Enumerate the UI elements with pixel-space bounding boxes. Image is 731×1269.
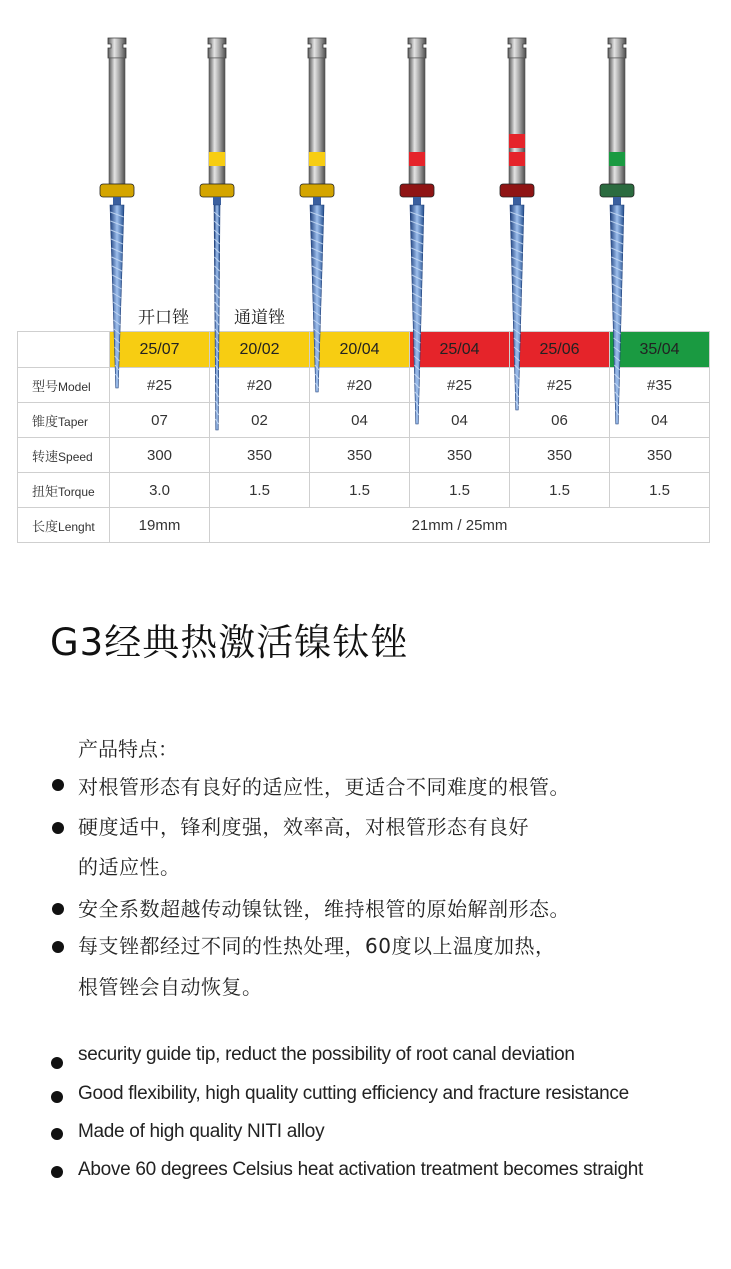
row-header: 长度Lenght [18, 508, 110, 543]
bullet-icon [52, 779, 64, 791]
table-cell: #20 [210, 368, 310, 403]
feature-zh-2b: 的适应性。 [78, 855, 181, 879]
row-header: 锥度Taper [18, 403, 110, 438]
row-header: 型号Model [18, 368, 110, 403]
feature-zh-2a: 硬度适中，锋利度强，效率高，对根管形态有良好 [78, 815, 529, 839]
table-row-torque [18, 473, 710, 508]
size-cell: 25/04 [410, 332, 510, 368]
file-rubber-stop [500, 184, 534, 197]
file-shank [309, 58, 325, 184]
file-color-band [209, 152, 225, 166]
table-cell: 04 [410, 403, 510, 438]
size-cell: 20/02 [210, 332, 310, 368]
row-header: 转速Speed [18, 438, 110, 473]
size-header-row [18, 332, 710, 368]
table-cell-merged: 21mm / 25mm [210, 508, 710, 543]
file-neck [113, 197, 121, 205]
file-shank [409, 58, 425, 184]
file-neck [513, 197, 521, 205]
bullet-icon [51, 1091, 63, 1103]
file-shank [209, 58, 225, 184]
file-rubber-stop [300, 184, 334, 197]
table-row-speed [18, 438, 710, 473]
file-color-band [409, 152, 425, 166]
file-neck [313, 197, 321, 205]
file-shank [109, 58, 125, 184]
feature-en-2: Good flexibility, high quality cutting efficiency and fracture resistance [78, 1083, 629, 1104]
table-row-length [18, 508, 710, 543]
table-cell: #25 [410, 368, 510, 403]
table-cell: 04 [310, 403, 410, 438]
file-neck [413, 197, 421, 205]
size-cell: 25/07 [110, 332, 210, 368]
file-rubber-stop [600, 184, 634, 197]
corner-cell [18, 332, 110, 368]
file-latch-head [408, 38, 426, 58]
size-cell: 25/06 [510, 332, 610, 368]
feature-zh-1: 对根管形态有良好的适应性，更适合不同难度的根管。 [78, 775, 570, 799]
file-latch-head [508, 38, 526, 58]
table-cell: #35 [610, 368, 710, 403]
file-latch-head [108, 38, 126, 58]
feature-en-1: security guide tip, reduct the possibility of root canal deviation [78, 1044, 575, 1065]
row-header: 扭矩Torque [18, 473, 110, 508]
file-neck [213, 197, 221, 205]
file-shank [609, 58, 625, 184]
table-cell: 1.5 [310, 473, 410, 508]
table-cell: #25 [510, 368, 610, 403]
table-cell: 06 [510, 403, 610, 438]
table-cell: 300 [110, 438, 210, 473]
file-latch-head [308, 38, 326, 58]
table-cell: #20 [310, 368, 410, 403]
glide-path-file-label: 通道锉 [234, 308, 285, 328]
table-cell: 3.0 [110, 473, 210, 508]
size-cell: 35/04 [610, 332, 710, 368]
file-neck [613, 197, 621, 205]
file-latch-head [608, 38, 626, 58]
file-color-band [609, 152, 625, 166]
table-cell: 350 [310, 438, 410, 473]
file-rubber-stop [200, 184, 234, 197]
file-color-band [509, 152, 525, 166]
table-cell: 350 [410, 438, 510, 473]
file-latch-head [208, 38, 226, 58]
file-color-band [309, 152, 325, 166]
feature-en-4: Above 60 degrees Celsius heat activation treatment becomes straight [78, 1159, 644, 1180]
features-heading: 产品特点： [78, 737, 178, 761]
table-row-model [18, 368, 710, 403]
bullet-icon [52, 822, 64, 834]
shaping-file-label: 开口锉 [138, 308, 189, 328]
bullet-icon [51, 1166, 63, 1178]
bullet-icon [52, 903, 64, 915]
feature-zh-4b: 根管锉会自动恢复。 [78, 975, 263, 999]
table-cell: 350 [510, 438, 610, 473]
table-cell: 350 [610, 438, 710, 473]
table-cell: 1.5 [510, 473, 610, 508]
table-cell: 1.5 [410, 473, 510, 508]
table-cell: 04 [610, 403, 710, 438]
file-shank [509, 58, 525, 184]
table-cell: 19mm [110, 508, 210, 543]
bullet-icon [52, 941, 64, 953]
product-title: G3经典热激活镍钛锉 [50, 621, 409, 664]
spec-table [17, 331, 710, 543]
bullet-icon [51, 1057, 63, 1069]
table-row-taper [18, 403, 710, 438]
table-cell: 02 [210, 403, 310, 438]
table-cell: 07 [110, 403, 210, 438]
table-cell: 1.5 [610, 473, 710, 508]
file-rubber-stop [400, 184, 434, 197]
table-cell: #25 [110, 368, 210, 403]
size-cell: 20/04 [310, 332, 410, 368]
feature-zh-3: 安全系数超越传动镍钛锉，维持根管的原始解剖形态。 [78, 897, 570, 921]
table-cell: 1.5 [210, 473, 310, 508]
file-rubber-stop [100, 184, 134, 197]
file-color-band [509, 134, 525, 148]
feature-zh-4a: 每支锉都经过不同的性热处理，60度以上温度加热， [78, 934, 556, 958]
feature-en-3: Made of high quality NITI alloy [78, 1121, 325, 1142]
table-cell: 350 [210, 438, 310, 473]
bullet-icon [51, 1128, 63, 1140]
